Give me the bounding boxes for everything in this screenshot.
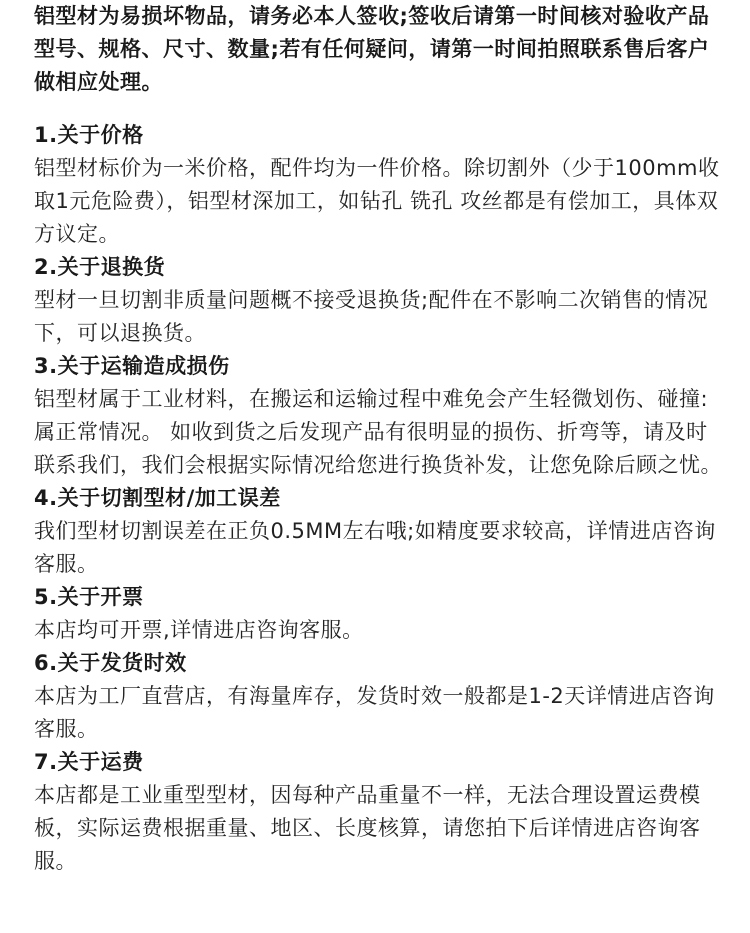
section-title: 1.关于价格 [34, 123, 144, 147]
section-cutting-tolerance [34, 482, 724, 581]
section-title: 3.关于运输造成损伤 [34, 354, 230, 378]
section-title: 7.关于运费 [34, 750, 144, 774]
section-body: 型材一旦切割非质量问题概不接受退换货;配件在不影响二次销售的情况下，可以退换货。 [34, 288, 709, 345]
section-title: 6.关于发货时效 [34, 651, 187, 675]
section-body: 我们型材切割误差在正负0.5MM左右哦;如精度要求较高，详情进店咨询客服。 [34, 519, 716, 576]
section-body: 本店均可开票,详情进店咨询客服。 [34, 618, 364, 642]
intro-paragraph: 铝型材为易损坏物品，请务必本人签收;签收后请第一时间核对验收产品型号、规格、尺寸、数量;若有任何疑问，请第一时间拍照联系售后客户做相应处理。 [34, 4, 710, 94]
section-dispatch-time [34, 647, 724, 746]
policy-document [34, 0, 724, 878]
section-body: 本店都是工业重型型材，因每种产品重量不一样，无法合理设置运费模板，实际运费根据重量、地区、长度核算，请您拍下后详情进店咨询客服。 [34, 783, 701, 873]
section-returns [34, 251, 724, 350]
section-body: 铝型材标价为一米价格，配件均为一件价格。除切割外（少于100mm收取1元危险费），铝型材深加工，如钻孔 铣孔 攻丝都是有偿加工，具体双方议定。 [34, 156, 720, 246]
section-title: 5.关于开票 [34, 585, 144, 609]
policy-sections [34, 119, 724, 878]
section-body: 铝型材属于工业材料，在搬运和运输过程中难免会产生轻微划伤、碰撞:属正常情况。 如收到货之后发现产品有很明显的损伤、折弯等，请及时联系我们，我们会根据实际情况给您进行换货补发，让您免除后顾之忧。 [34, 387, 722, 477]
section-invoice [34, 581, 724, 647]
section-body: 本店为工厂直营店，有海量库存，发货时效一般都是1-2天详情进店咨询客服。 [34, 684, 715, 741]
section-title: 2.关于退换货 [34, 255, 166, 279]
section-title: 4.关于切割型材/加工误差 [34, 486, 281, 510]
section-price [34, 119, 724, 251]
section-shipping-damage [34, 350, 724, 482]
section-freight [34, 746, 724, 878]
